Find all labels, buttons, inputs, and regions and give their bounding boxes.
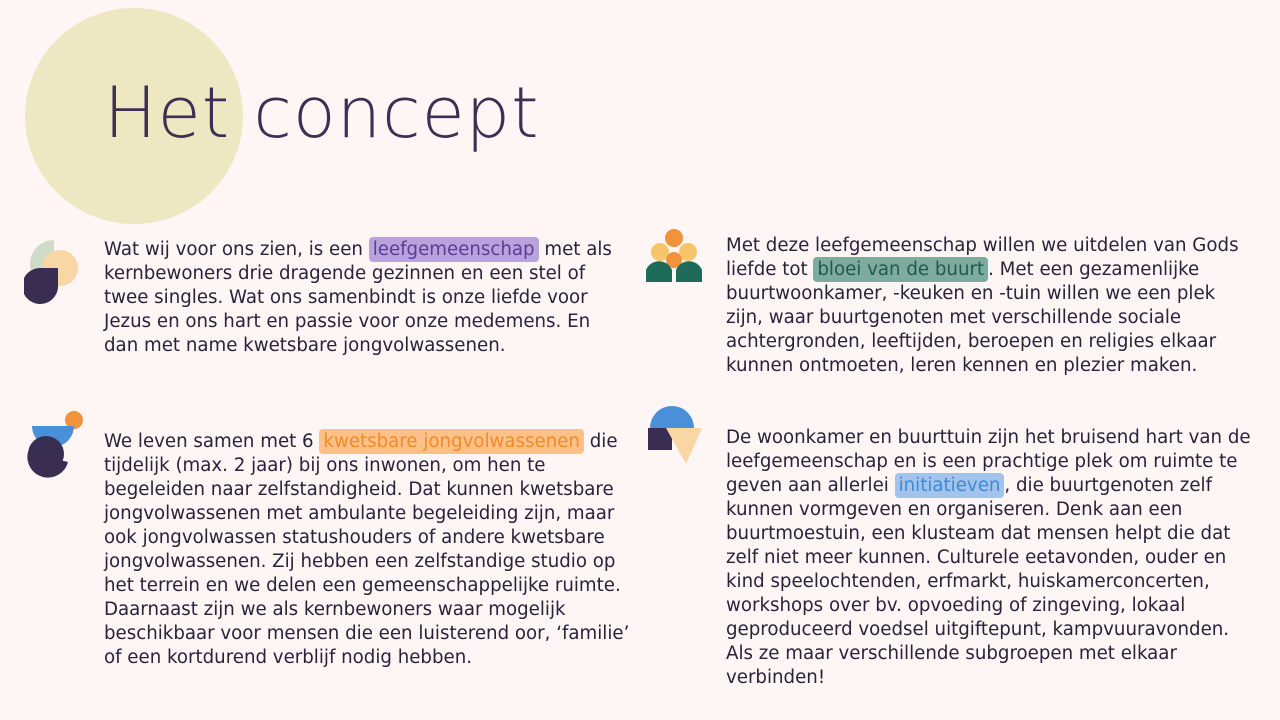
highlight-bloei-van-de-buurt: bloei van de buurt: [813, 257, 988, 282]
text: De woonkamer en buurttuin zijn het bruisend hart van de leefgemeenschap en is een prachtige plek om ruimte te geven aan allerlei: [726, 427, 1251, 496]
paragraph-initiatieven: [726, 426, 1256, 690]
text: , die buurtgenoten zelf kunnen vormgeven en organiseren. Denk aan een buurtmoestuin, een klusteam dat mensen helpt die dat zelf niet meer kunnen. Culturele eetavonden, ouder en kind speelochtenden, erfmarkt, huiskamerconcerten, workshops over bv. opvoeding of zingeving, lokaal geproduceerd voedsel uitgiftepunt, kampvuuravonden. Als ze maar verschillende subgroepen met elkaar verbinden!: [726, 475, 1231, 688]
bowl-shapes-icon: [24, 406, 84, 478]
paragraph-buurt: [726, 234, 1246, 378]
text: Wat wij voor ons zien, is een: [104, 239, 369, 260]
highlight-kwetsbare-jongvolwassenen: kwetsbare jongvolwassenen: [319, 429, 584, 454]
text: Met deze leefgemeenschap willen we uitdelen van Gods liefde tot: [726, 235, 1239, 280]
highlight-initiatieven: initiatieven: [895, 473, 1005, 498]
triangle-shapes-icon: [644, 402, 704, 474]
paragraph-leefgemeenschap: [104, 238, 614, 358]
paragraph-jongvolwassenen: [104, 430, 634, 670]
text: . Met een gezamenlijke buurtwoonkamer, -keuken en -tuin willen we een plek zijn, waar buurtgenoten met verschillende sociale achtergronden, leeftijden, beroepen en religies elkaar kunnen ontmoeten, leren kennen en plezier maken.: [726, 259, 1217, 376]
page-title: Het concept: [104, 72, 540, 154]
flower-shapes-icon: [644, 226, 704, 298]
highlight-leefgemeenschap: leefgemeenschap: [369, 237, 539, 262]
text: met als kernbewoners drie dragende gezinnen en een stel of twee singles. Wat ons samenbindt is onze liefde voor Jezus en ons hart en passie voor onze medemens. En dan met name kwetsbare jongvolwassenen.: [104, 239, 612, 356]
text: die tijdelijk (max. 2 jaar) bij ons inwonen, om hen te begeleiden naar zelfstandigheid. Dat kunnen kwetsbare jongvolwassenen met ambulante begeleiding zijn, maar ook jongvolwassen statushouders of andere kwetsbare jongvolwassenen. Zij hebben een zelfstandige studio op het terrein en we delen een gemeenschappelijke ruimte. Daarnaast zijn we als kernbewoners waar mogelijk beschikbaar voor mensen die een luisterend oor, ‘familie’ of een kortdurend verblijf nodig hebben.: [104, 431, 630, 668]
text: We leven samen met 6: [104, 431, 320, 452]
shapes-circles-icon: [24, 238, 84, 310]
